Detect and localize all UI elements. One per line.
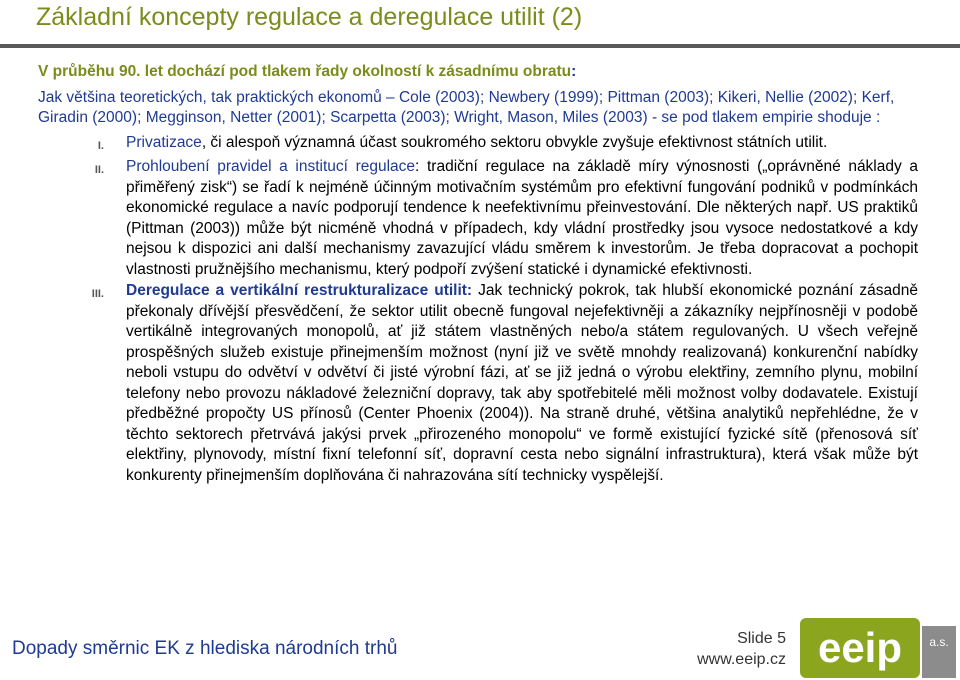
list-item-text (126, 281, 918, 486)
list-item-body: , či alespoň významná účast soukromého sektoru obvykle zvyšuje efektivnost státních utilit. (201, 133, 828, 151)
intro-text: Jak většina teoretických, tak praktických ekonomů – Cole (2003); Newbery (1999); Pittman (2003); Kikeri, Nellie (2002); Kerf, Giradin (2000); Megginson, Netter (2001); Scarpetta (2003); Wright, Mason, Miles (2003) - se pod tlakem empirie shoduje : (38, 88, 895, 126)
page-title: Základní koncepty regulace a deregulace utilit (2) (36, 3, 583, 31)
list-item-number: II. (94, 164, 104, 176)
list-item-body: Jak technický pokrok, tak hlubší ekonomické poznání zásadně překonaly dřívější přesvědčení, že sektor utilit obecně fungoval nejefektivněji a zákazníky nejpřínosněji v podobě vertikálně integrovaných monopolů, ať již státem vlastněných nebo/a státem regulovaných. U všech veřejně prospěšných služeb existuje přinejmenším možnost (nyní již ve světě mnohdy realizovaná) konkurenční nabídky neboli vstupu do odvětví v odvětví či jisté výrobní fázi, ať se již jedná o výrobu elektřiny, zemního plynu, mobilní telefony nebo provozu nákladové železniční dopravy, tak aby spotřebitelé měli možnost volby dodavatele. Existují předběžné propočty US přínosů (Center Phoenix (2004)). Na straně druhé, většina analytiků nepřehlédne, že v těchto sektorech přetrvává jakýsi prvek „přirozeného monopolu“ ve formě existující fyzické sítě (přenosová síť elektřiny, plynovody, místní fixní telefonní síť, dopravní cesta nebo signální infrastruktura), která však může být konkurenty přinejmenším doplňována či nahrazována sítí technicky vyspělejší. (126, 282, 918, 484)
intro-lead (38, 62, 918, 83)
slide-content (38, 62, 918, 486)
logo-suffix: a.s. (929, 635, 949, 649)
title-divider (0, 44, 960, 48)
slide-number: Slide 5 (737, 630, 786, 647)
list-item-body: : tradiční regulace na základě míry výnosnosti („oprávněné náklady a přiměřený zisk“) se řadí k nejméně účinným motivačním systémům pro efektivní fungování podniků v podmínkách ekonomické regulace a navíc podporují tendence k neefektivnímu přeinvestování. Dle některých např. US praktiků (Pittman (2003)) může být nicméně vhodná v případech, kdy vládní prostředky jsou vysoce nedostatkové a kdy nejsou k dispozici ani další mechanismy zavazující vládu směrem k investorům. Je třeba dopracovat a pochopit vlastnosti pružnějšího mechanismu, který podpoří zvýšení statické i dynamické efektivnosti. (126, 158, 918, 278)
list-item (38, 281, 918, 486)
intro-lead-highlight: V průběhu 90. let dochází pod tlakem řady okolností k zásadnímu obratu (38, 63, 572, 80)
list-item-heading: Deregulace a vertikální restrukturalizace utilit: (126, 282, 473, 299)
eeip-logo (800, 618, 956, 678)
list-item-text (126, 133, 918, 157)
logo-wordmark: eeip (817, 624, 903, 671)
list-item-heading: Prohloubení pravidel a institucí regulace (126, 158, 416, 175)
list-item-text (126, 157, 918, 280)
list-item-heading: Privatizace (126, 133, 202, 151)
intro-lead-colon: : (571, 63, 577, 80)
list-item (38, 133, 918, 157)
logo-gray-block (922, 626, 956, 678)
list-item (38, 157, 918, 280)
footer-presentation-title: Dopady směrnic EK z hlediska národních trhů (12, 638, 398, 659)
numbered-list (38, 133, 918, 487)
list-item-number: I. (97, 139, 104, 152)
website-link[interactable]: www.eeip.cz (697, 651, 786, 668)
list-item-number: III. (91, 288, 104, 300)
